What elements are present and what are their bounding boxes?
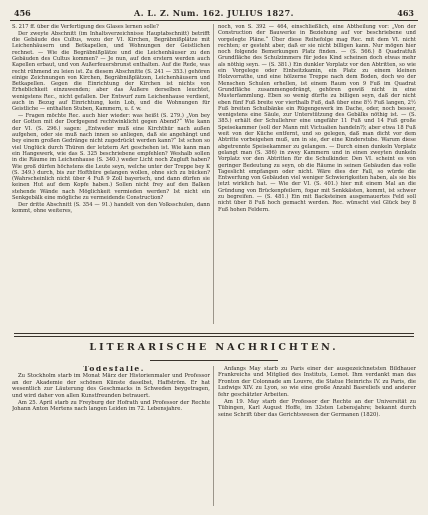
review-paragraph: Der zweyte Abschnitt (im Inhaltsverzeichnisse Hauptabschnitt) betrifft die Gebäude des Cultus, wozu der VI. Kirchen, Begräbnißplätze mit Leichenhäusern und Betkapellen, und Wohnungen der Geistlichen rechnet. — Wie die Begräbnißplätze und die Leichenhäuser zu den Gebäuden des Cultus kommen? — Je nun, auf den erstern werden auch Kapellen erbaut, und von Außerfeuersbrunst enthalten. Auf die Rede, was recht rühmend zu leien ist. Zu diesem Abschnitte (S. 241 — 353.) gehören einige Zeichnungen von Kirchen, Begräbnißplätzen, Leichenhäusern und Betkapellen. Gegen die Einrichtung der Kirchen ist nichts von Erheblichkeit einzuwenden; aber das Äußere derselben leuchtet, wenigstens Rec., nicht gefallen. Der Entwurf zum Leichenhause verdient, auch in Bezug auf Einrichtung, kein Lob, und die Wohnungen für Geistliche — enthalten Stuben, Kammern, u. f. w. [12,30,210,113]
running-title: A. L. Z. Num. 162. JULIUS 1827. [134,8,294,18]
obituaries-heading: Todesfälle. [83,366,145,373]
review-paragraph: noch, von S. 392 — 464, einschließlich, eine Abtheilung vor: „Von der Construction der Bauwerke in Beziehung auf vor beschriebene und vorgelegte Pläne.“ Über diese Reihefolge mag Rec. mit dem VI. nicht rechten; er gesteht aber, daß er sie nicht billigen kann. Nur mögen hier noch folgende Bemerkungen Platz finden. — (S. 566.) 8 Quadratfuß Grundfläche des Schulzimmers für jedes Kind scheinen doch etwas mehr als nöthig seyn. — (S. 381.) Ein dunkler Vorplatz vor den Abtritten, so wie ein Vorgelege oder Einheitzkamin, ein Platz zu einem kleinen Holzvorrathe, und eine hölzerne Treppe nach dem Boden, doch wo der Menschen Schulen erhellen, ist einem Raum von 9 Fuß im Quadrat Grundfläche zusammengedrängt, gehören gewiß nicht in eine Musterfammlung. Eben so wenig dürfte zu billigen seyn, daß der nicht eben fünf Fuß breite vor vierthalb Fuß, daß über eine 8½ Fuß langen, 2½ Fuß breiten Schulbänke ein Rügengewerk im Dache, oder, noch besser, wenigstens eine Säule, zur Unterstützung des Gebälks nöthig ist. — (S. 385.) erhält der Schullehrer eine ungefähr 11 Fuß und 14 Fuß große Speisekammer (soll der Mann mit Victualien handeln?); aber etwa 18 Fuß weit von der Küche entfernt, und so gelegen, daß man dicht vor dem Abtritte vorbeigehen muß, um in sie, der eine Kinderstube. Warum diese abgetrennte Speisekammer zu gelangen. — Durch einen dunkeln Vorplatz gelangt man (S. 386) in zwey Kammern und in einen zweyten dunkeln Vorplatz vor den Abtritten für die Schulkinder. Den VI. scheint es von geringer Bedeutung zu seyn, ob die Räume in seinen Gebäuden das volle Tageslicht empfangen oder nicht. Wäre dies der Fall, so würde die Entwerfung von Gebäuden viel weniger Schwierigkeiten haben, als sie bis jetzt wirklich hat. — Wie der VI. (S. 401.) hier mit einem Mal an die Gründung von Brückenpfeilern, fogar mit Senkkästen, kommt, ist schwer zu begreifen. — (S. 481.) Ein mit Backsteinen ausgemauertes Feld soll nicht über 8 Fuß hoch gemacht werden. Rec. wünscht viel Glück bey 8 Fuß hohen Feldern. [218,24,416,213]
review-column-right [218,24,416,324]
section-rule-top [14,333,414,334]
news-column-left [12,366,210,506]
section-title: LITERARISCHE NACHRICHTEN. [89,342,339,353]
page-number-right: 463 [397,8,414,18]
news-paragraph: Anfangs May starb zu Paris einer der ausgezeichnetsten Bildhauer Frankreichs und Mitglied des Instituts, Lemot. Ihm verdankt man das Fronton der Colonnade am Louvre, die Statue Heinrichs IV. zu Paris, die Ludwigs XIV. zu Lyon, so wie eine große Anzahl Basreliefs und anderer fehr geschätzter Arbeiten. [218,366,416,398]
section-rule-bottom [14,336,414,337]
news-paragraph: Am 25. April starb zu Freyburg der Hofrath und Professor der Rechte Johann Anton Mertens nach langen Leiden im 72. Lebensjahre. [12,400,210,413]
review-column-left [12,24,210,324]
section-title-underline [150,360,278,361]
page-number-left: 456 [14,8,31,18]
column-divider-top [213,24,214,324]
news-paragraph: Zu Stockholm starb im Monat März der Historienmaler und Professor an der Akademie der schönen Künste daselbst, Haffström. Er hat wesentlich zur Läuterung des Geschmacks in Schweden beygetragen, und wird daher von allen Kunstfreunden betrauert. [12,373,210,399]
review-paragraph: S. 217 ff. über die Verfertigung des Glases lernen solle? [12,24,159,30]
review-paragraph: — Fragen möchte Rec. auch hier wieder: was heißt (S. 279.) „Von bey der Gotten mit der Dorfgegend rechtwinklicht gegen Abend?“ Wie kann der VI. (S. 296.) sagen: „Entweder muß eine Kirchthür nach außen aufgehen, oder sie muß nach innen so anliegen, daß sie angehängt und bey einem großen Gedränge nicht zugedrückt werden kann?“ Ist schon so viel Unglück durch Thüren der letztern Art geschehen ist. Wie kann man ein Hangewerk, wie das S. 325 beschriebene empfehlen? Weshalb sollen in die Räume im Leichenhause (S. 340.) weder Licht noch Zugluft haben? Wie groß dürfen höchstens die Leute seyn, welche unter der Treppe bey K (S. 349.) durch, bis zur Hofthüre gelangen wollen, ohne sich zu bücken? (Wahrscheinlich nicht über 4 Fuß 9 Zoll bayerisch, und dann dürfen sie keinen Hut auf dem Kopfe haben.) Sollen nicht frey auf den Balken stehende Wände nach Möglichkeit vermieden werden? Ist nicht ein Senkgebälk eine mögliche zu vermeidende Construction? [12,113,210,202]
review-paragraph: Der dritte Abschnitt (S. 354 — 91.) handelt von den Volksschulen, dann kommt, ohne weiteres, [12,201,210,215]
page-header [10,6,418,21]
column-divider-bottom [213,366,214,506]
news-paragraph: Am 19. May starb der Professor der Rechte an der Universität zu Tübingen, Karl August Hoffe, im 32sten Lebensjahre; bekannt durch seine Schrift über das Gerichtswesen der Germanen (1820). [218,399,416,418]
news-column-right [218,366,416,506]
